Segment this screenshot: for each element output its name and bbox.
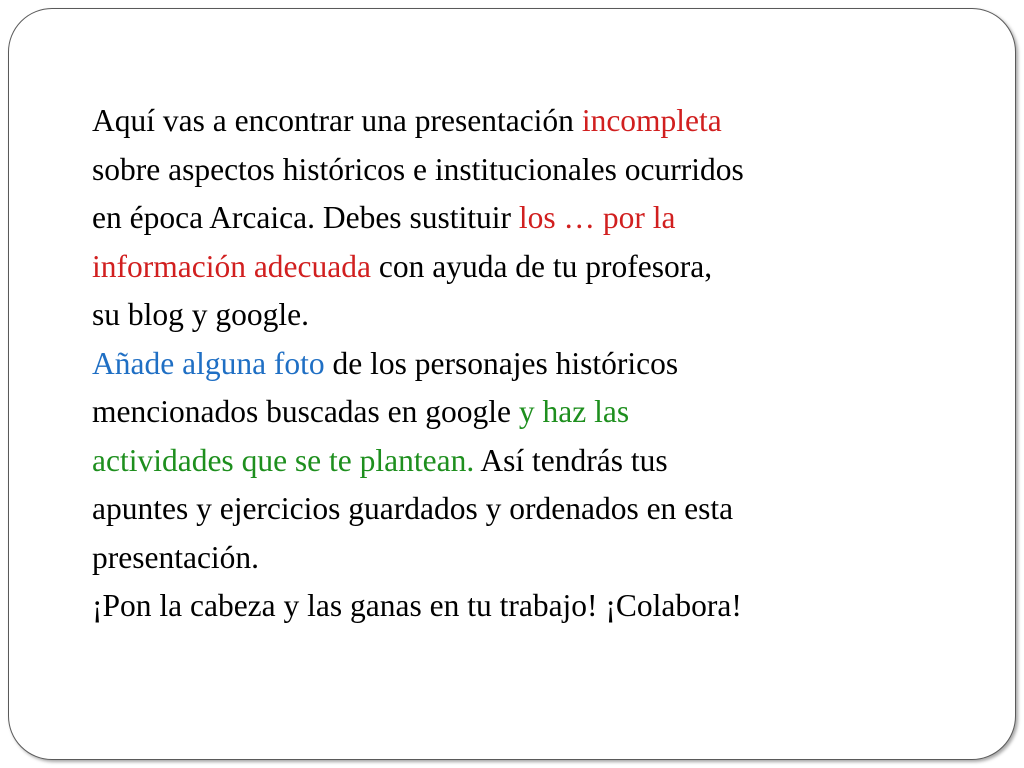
text-line-1 [92,97,972,146]
highlight-haz-las: y haz las [518,394,630,429]
text-segment: mencionados buscadas en google [92,394,519,429]
text-segment: Así tendrás tus [474,442,668,478]
text-segment: de los personajes históricos [324,345,679,381]
text-segment: apuntes y ejercicios guardados y ordenados en esta [92,491,734,526]
text-line-5 [92,291,972,340]
text-line-9 [92,485,972,534]
text-segment: en época Arcaica. Debes sustituir [92,200,519,235]
highlight-anade-alguna-foto: Añade alguna foto [92,345,325,381]
slide-body-text [92,97,972,631]
highlight-informacion-adecuada: información adecuada [92,248,371,284]
text-line-10 [92,534,972,583]
highlight-incompleta: incompleta [581,103,722,138]
text-segment: su blog y google. [92,297,309,332]
text-segment: sobre aspectos históricos e institucionales ocurridos [92,151,744,187]
highlight-los-por-la: los … por la [518,200,676,235]
text-line-11 [92,582,972,631]
text-segment: presentación. [92,539,260,575]
text-segment: Aquí vas a encontrar una presentación [92,103,582,138]
text-line-4 [92,243,972,292]
text-segment: ¡Pon la cabeza y las ganas en tu trabajo! ¡Colabora! [92,588,742,623]
highlight-actividades: actividades que se te plantean. [92,442,475,478]
slide-frame [8,8,1016,760]
text-segment: con ayuda de tu profesora, [370,248,713,284]
text-line-3 [92,194,972,243]
text-line-6 [92,340,972,389]
text-line-2 [92,146,972,195]
text-line-8 [92,437,972,486]
text-line-7 [92,388,972,437]
